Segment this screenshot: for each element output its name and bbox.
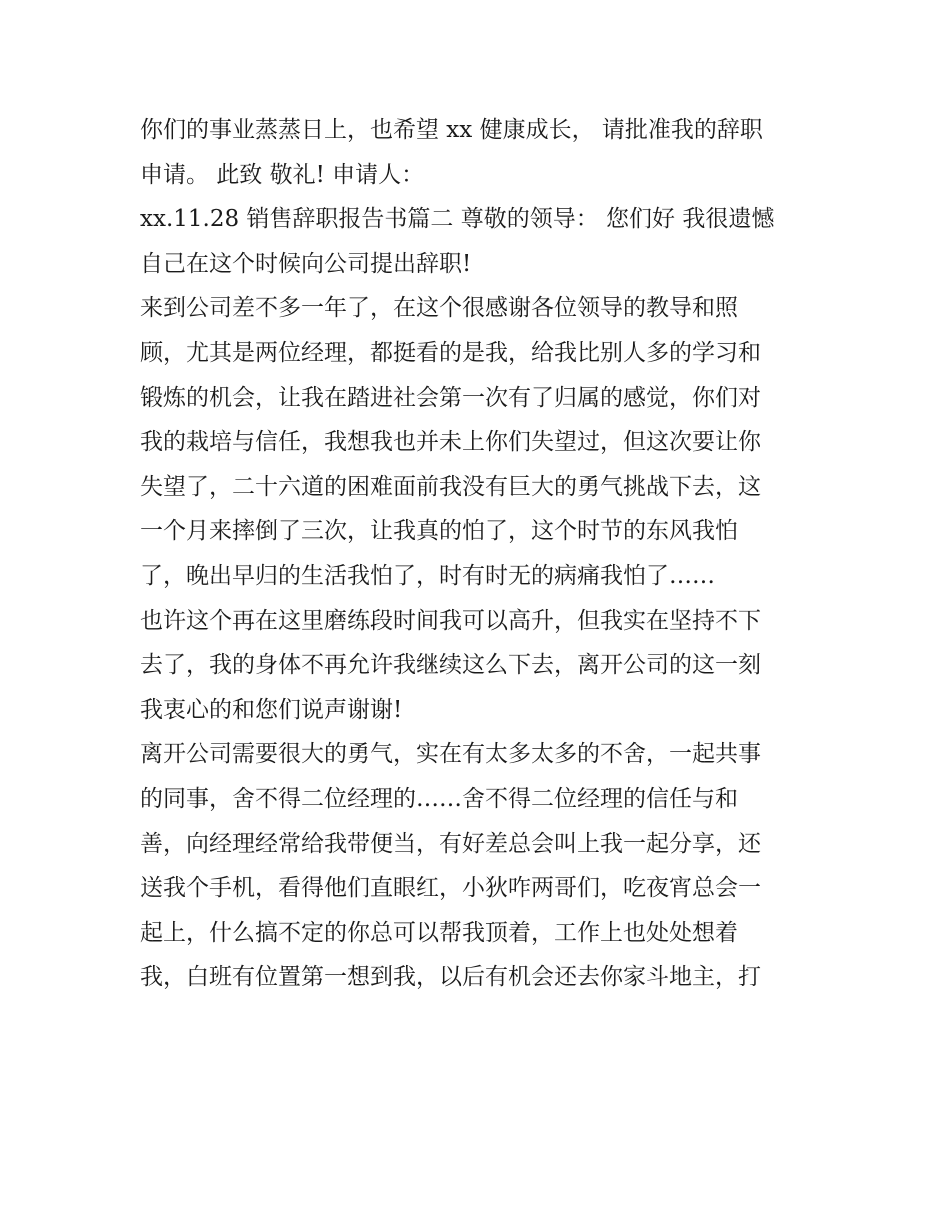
text-line: 一个月来摔倒了三次，让我真的怕了，这个时节的东风我怕: [140, 518, 738, 545]
text-line: 离开公司需要很大的勇气，实在有太多太多的不舍，一起共事: [140, 741, 761, 768]
text-line: 我，白班有位置第一想到我，以后有机会还去你家斗地主，打: [140, 964, 761, 991]
text-line: 了，晚出早归的生活我怕了，时有时无的病痛我怕了……: [140, 562, 715, 589]
text-line: 顾，尤其是两位经理，都挺看的是我，给我比别人多的学习和: [140, 339, 761, 366]
text-line: 你们的事业蒸蒸日上，也希望 xx 健康成长， 请批准我的辞职: [140, 117, 763, 143]
text-line: 失望了，二十六道的困难面前我没有巨大的勇气挑战下去，这: [140, 473, 761, 500]
text-line: 也许这个再在这里磨练段时间我可以高升，但我实在坚持不下: [140, 607, 761, 634]
text-line: 去了，我的身体不再允许我继续这么下去，离开公司的这一刻: [140, 652, 761, 679]
text-line: 申请。 此致 敬礼! 申请人：: [140, 161, 425, 188]
text-line: 的同事，舍不得二位经理的……舍不得二位经理的信任与和: [140, 785, 738, 812]
document-body: [140, 108, 820, 1000]
text-line: 起上，什么搞不定的你总可以帮我顶着，工作上也处处想着: [140, 919, 738, 946]
text-line: 送我个手机，看得他们直眼红，小狄咋两哥们，吃夜宵总会一: [140, 875, 761, 902]
text-line: 来到公司差不多一年了，在这个很感谢各位领导的教导和照: [140, 295, 738, 322]
text-line: 我的栽培与信任，我想我也并未上你们失望过，但这次要让你: [140, 429, 761, 456]
text-line: xx.11.28 销售辞职报告书篇二 尊敬的领导： 您们好 我很遗憾: [140, 206, 775, 233]
text-line: 善，向经理经常给我带便当，有好差总会叫上我一起分享，还: [140, 830, 761, 857]
text-line: 我衷心的和您们说声谢谢!: [140, 696, 403, 723]
text-line: 锻炼的机会，让我在踏进社会第一次有了归属的感觉，你们对: [140, 384, 761, 411]
text-line: 自己在这个时候向公司提出辞职!: [140, 250, 472, 277]
